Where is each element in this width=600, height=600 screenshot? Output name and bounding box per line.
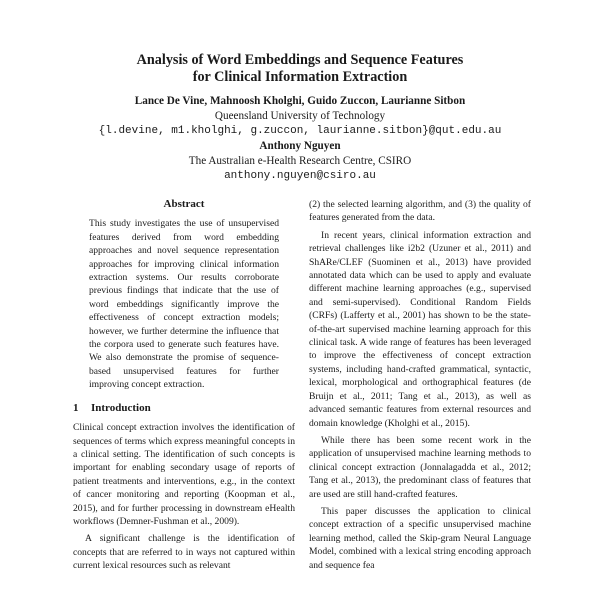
author-list: Lance De Vine, Mahnoosh Kholghi, Guido Zuccon, Laurianne Sitbon (134, 95, 466, 107)
section-number: 1 (73, 401, 79, 414)
abstract-heading: Abstract (163, 198, 205, 210)
email-list-qut: {l.devine, m1.kholghi, g.zuccon, laurianne.sitbon}@qut.edu.au (98, 125, 502, 137)
intro-paragraph-2: A significant challenge is the identification of concepts that are referred to in ways not captured within current lexical resources such as relevant (73, 533, 295, 572)
title-line-1: Analysis of Word Embeddings and Sequence Features (136, 52, 464, 68)
paper-title (0, 52, 600, 86)
affiliation-csiro: The Australian e-Health Research Centre, CSIRO (188, 155, 412, 167)
email-csiro: anthony.nguyen@csiro.au (224, 170, 376, 182)
right-paragraph-3: While there has been some recent work in the application of unsupervised machine learning methods to clinical concept extraction (Jonnalagadda et al., 2012; Tang et al., 2013), the predominant class of features that are used are still hand-crafted features. (309, 434, 531, 500)
affiliation-qut: Queensland University of Technology (214, 110, 386, 122)
right-paragraph-1: (2) the selected learning algorithm, and (3) the quality of features generated from the data. (309, 199, 531, 224)
section-title: Introduction (91, 401, 151, 414)
right-column (309, 198, 531, 572)
abstract-text: This study investigates the use of unsupervised features derived from word embedding approaches and novel sequence representation approaches for improving clinical information extraction systems. Our results corroborate previous findings that indicate that the use of word embeddings significantly improve the effectiveness of concept extraction models; however, we further determine the influence that the corpora used to generate such features have. We also demonstrate the promise of sequence-based unsupervised features for further improving concept extraction. (89, 218, 279, 391)
intro-paragraph-1: Clinical concept extraction involves the identification of sequences of terms which express meaningful concepts in a clinical setting. The identification of such concepts is important for enabling secondary usage of reports of patient treatments and interventions, e.g., in the context of cancer monitoring and reporting (Koopman et al., 2015), and for further processing in downstream eHealth workflows (Demner-Fushman et al., 2009). (73, 422, 295, 527)
paper-header (0, 52, 600, 184)
right-paragraph-2: In recent years, clinical information extraction and retrieval challenges like i2b2 (Uzuner et al., 2011) and ShARe/CLEF (Suominen et al., 2013) have provided annotated data which can be used to apply and evaluate different machine learning approaches (e.g., supervised and semi-supervised). Conditional Random Fields (CRFs) (Lafferty et al., 2001) has shown to be the state-of-the-art supervised machine learning approach for this clinical task. A wide range of features has been leveraged to improve the effectiveness of concept extraction systems, including hand-crafted grammatical, syntactic, lexical, morphological and orthographical features (de Bruijn et al., 2011; Tang et al., 2013), as well as advanced semantic features from external resources and domain knowledge (Kholghi et al., 2015). (309, 229, 531, 429)
right-paragraph-4: This paper discusses the application to clinical concept extraction of a specific unsupervised machine learning method, called the Skip-gram Neural Language Model, combined with a lexical string encoding approach and sequence fea (309, 505, 531, 571)
section-heading-introduction (73, 402, 295, 415)
author-second: Anthony Nguyen (259, 140, 341, 152)
title-line-2: for Clinical Information Extraction (192, 69, 408, 85)
left-column (73, 198, 295, 573)
